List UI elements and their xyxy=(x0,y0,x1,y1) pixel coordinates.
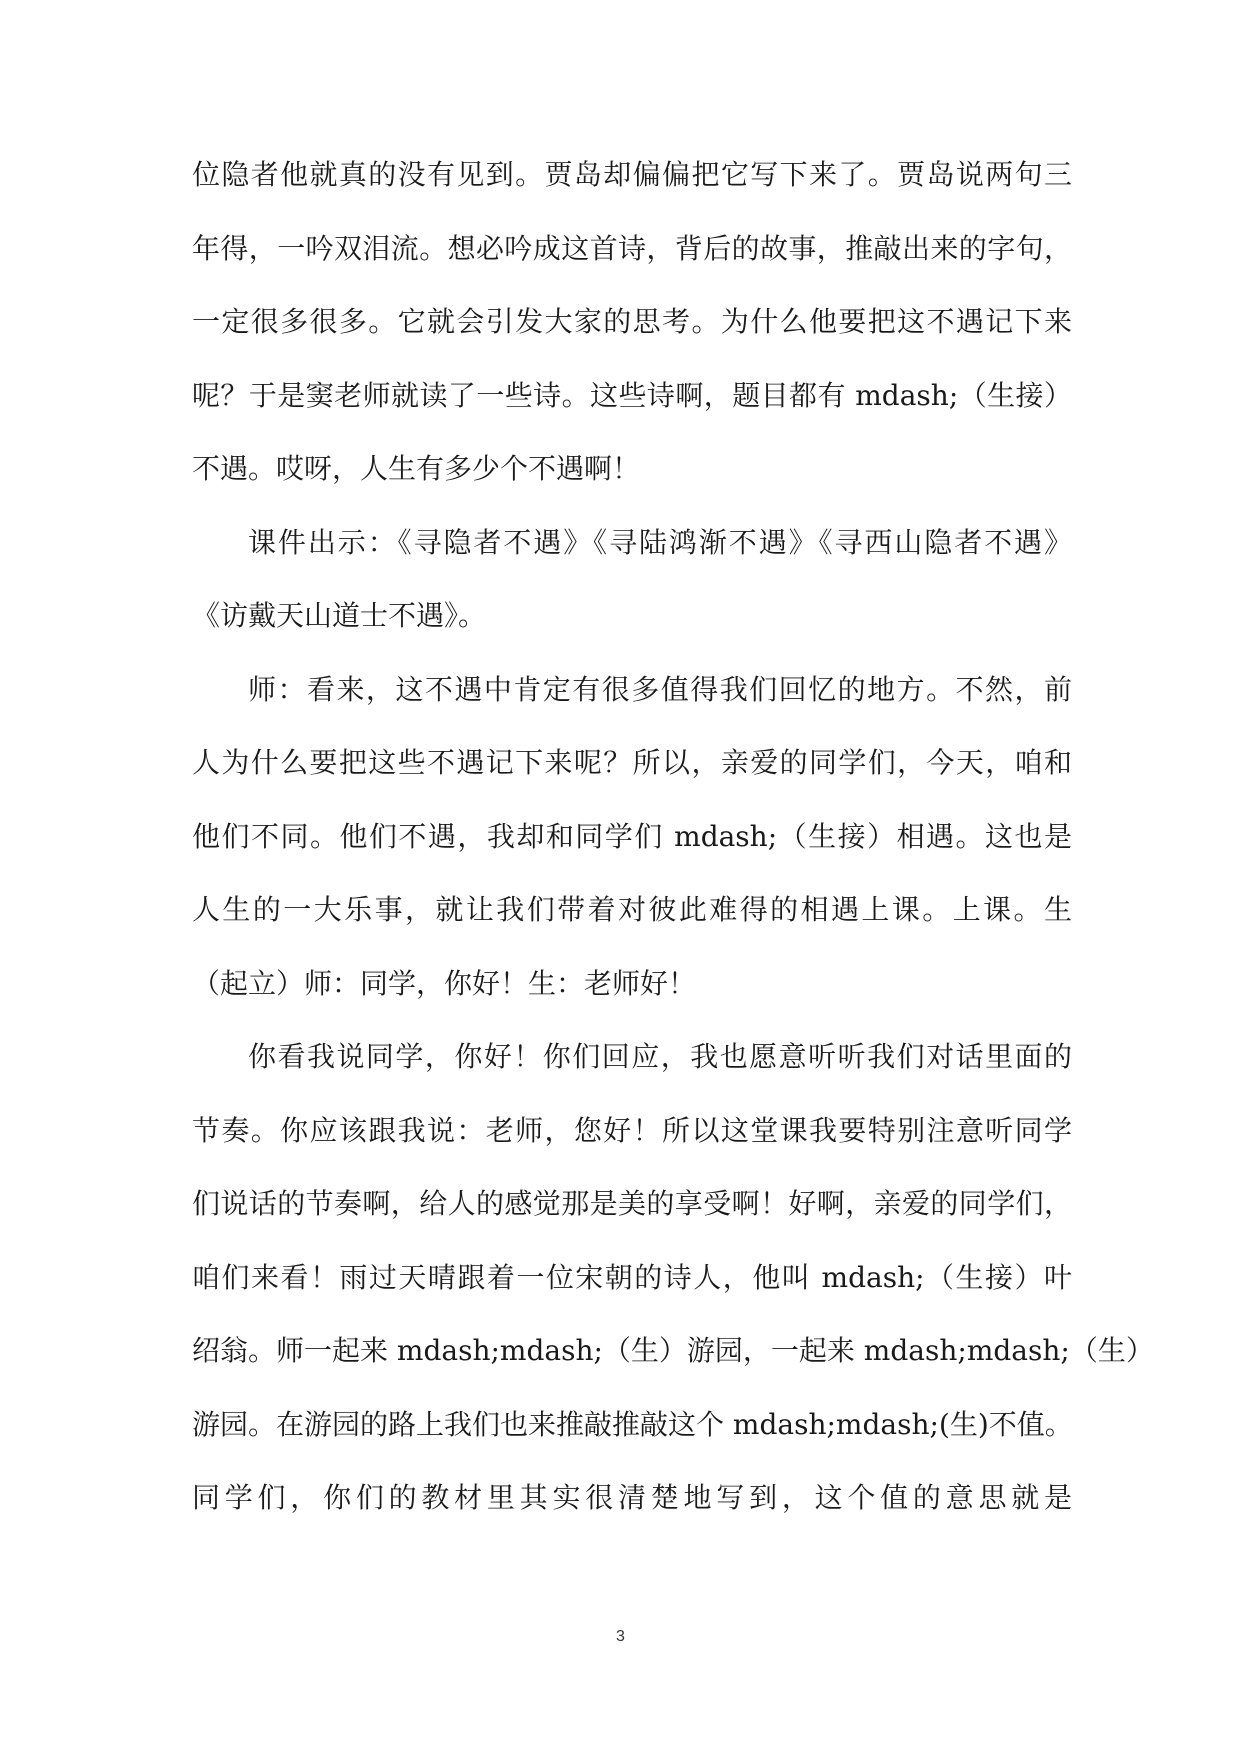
page-number: 3 xyxy=(616,1628,625,1645)
text-line: 人为什么要把这些不遇记下来呢？所以，亲爱的同学们，今天，咱和 xyxy=(192,746,1072,779)
text-line: 人生的一大乐事，就让我们带着对彼此难得的相遇上课。上课。生 xyxy=(192,893,1072,926)
text-line: 绍翁。师一起来 mdash;mdash;（生）游园，一起来 mdash;mdash;（生） xyxy=(192,1334,1154,1367)
text-line: 师：看来，这不遇中肯定有很多值得我们回忆的地方。不然，前 xyxy=(248,672,1072,706)
text-line: 位隐者他就真的没有见到。贾岛却偏偏把它写下来了。贾岛说两句三 xyxy=(192,158,1072,191)
text-line: 们说话的节奏啊，给人的感觉那是美的享受啊！好啊，亲爱的同学们， xyxy=(192,1187,1072,1220)
text-line: 游园。在游园的路上我们也来推敲推敲这个 mdash;mdash;(生)不值。 xyxy=(192,1407,1073,1441)
text-line: 不遇。哎呀，人生有多少个不遇啊！ xyxy=(192,452,641,485)
text-line: 呢？于是窦老师就读了一些诗。这些诗啊，题目都有 mdash;（生接） xyxy=(192,378,1072,412)
text-line: 年得，一吟双泪流。想必吟成这首诗，背后的故事，推敲出来的字句， xyxy=(192,231,1072,265)
text-line: （起立）师：同学，你好！生：老师好！ xyxy=(192,966,697,1000)
text-line: 咱们来看！雨过天晴跟着一位宋朝的诗人，他叫 mdash;（生接）叶 xyxy=(192,1260,1072,1294)
body-text xyxy=(192,138,1154,1535)
text-line: 节奏。你应该跟我说：老师，您好！所以这堂课我要特别注意听同学 xyxy=(192,1113,1072,1147)
text-line: 《访戴天山道士不遇》。 xyxy=(192,599,487,632)
text-line: 你看我说同学，你好！你们回应，我也愿意听听我们对话里面的 xyxy=(248,1040,1072,1073)
text-line: 课件出示：《寻隐者不遇》《寻陆鸿渐不遇》《寻西山隐者不遇》 xyxy=(248,525,1072,559)
text-line: 他们不同。他们不遇，我却和同学们 mdash;（生接）相遇。这也是 xyxy=(192,819,1072,853)
text-line: 一定很多很多。它就会引发大家的思考。为什么他要把这不遇记下来 xyxy=(192,305,1072,338)
text-line: 同学们，你们的教材里其实很清楚地写到，这个值的意思就是 xyxy=(192,1481,1072,1514)
